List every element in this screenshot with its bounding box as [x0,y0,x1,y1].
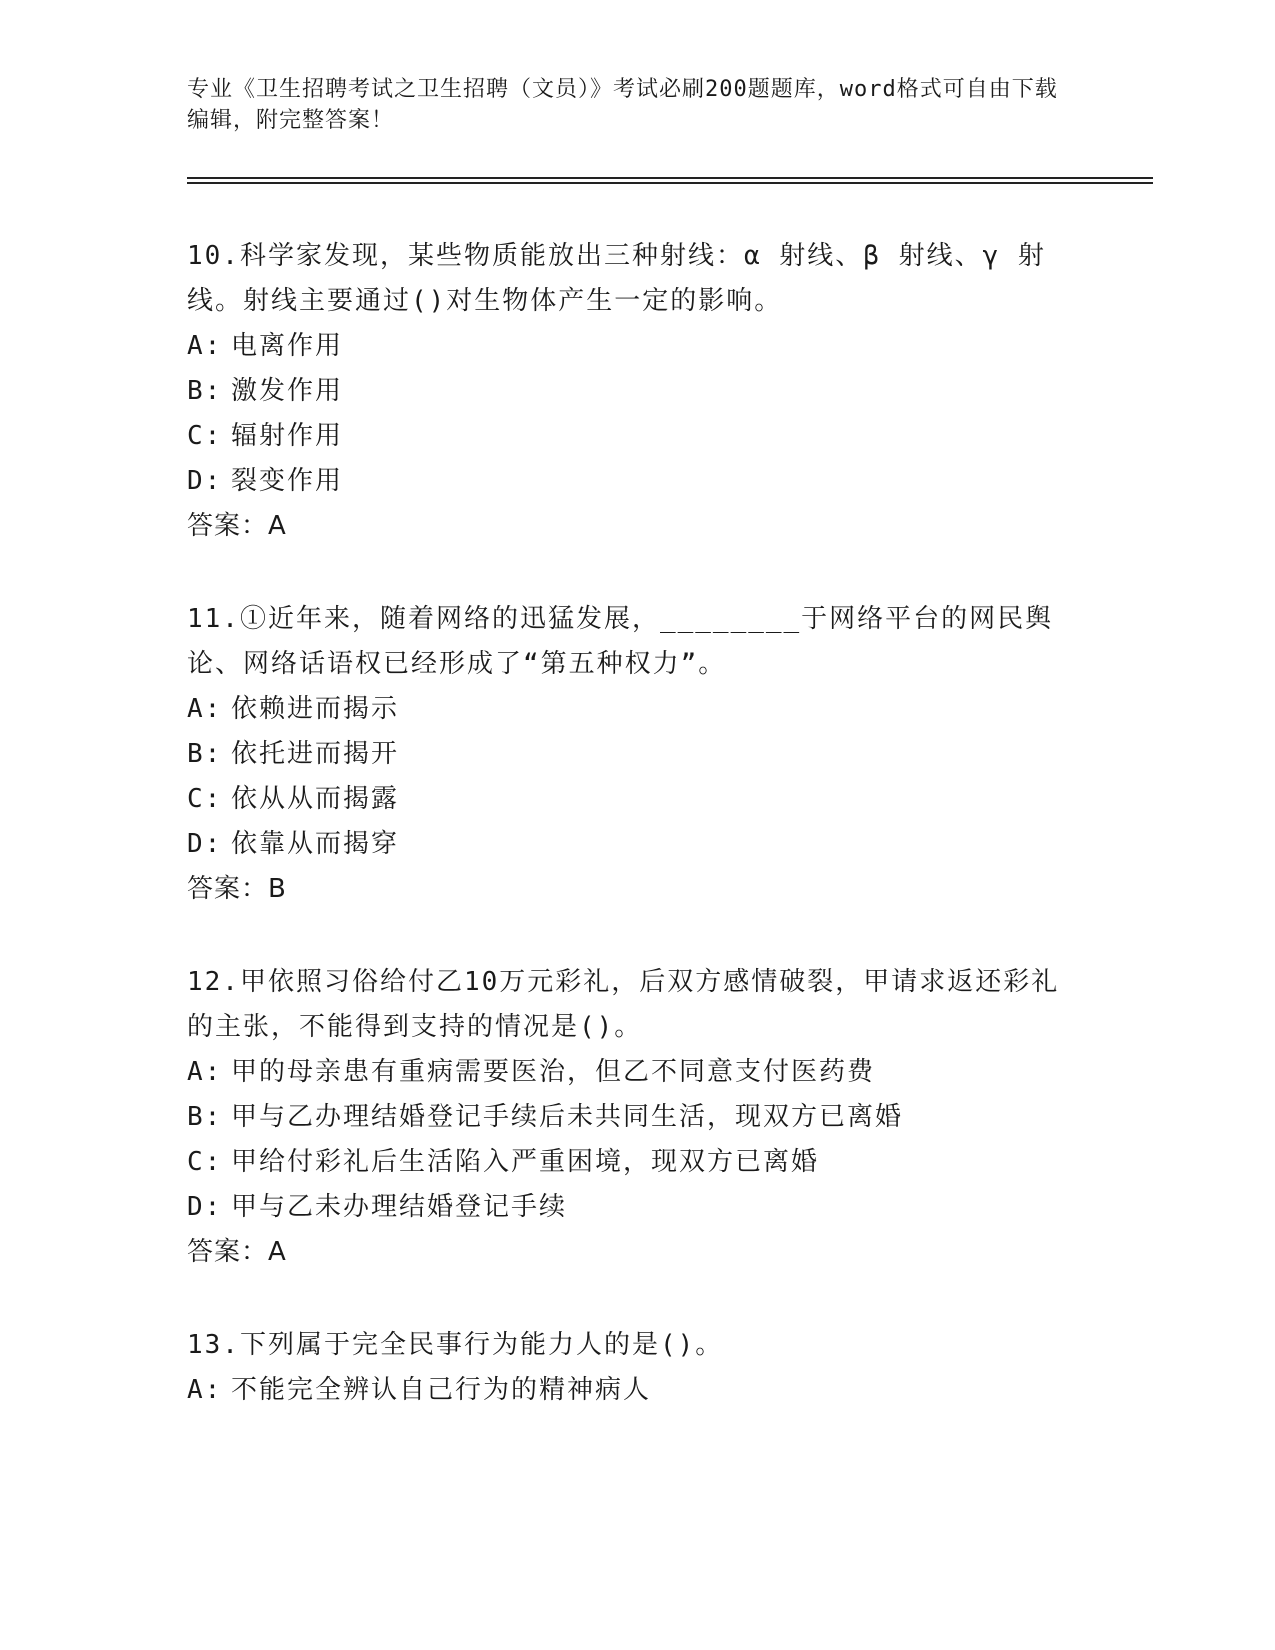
question-stem: 12.甲依照习俗给付乙10万元彩礼，后双方感情破裂，甲请求返还彩礼的主张，不能得到支持的情况是()。 [187,967,1060,1042]
question-12 [187,960,1077,1275]
option-text: 激发作用 [231,376,344,406]
answer-line: 答案：B [187,874,287,904]
option-letter: B: [187,1102,223,1132]
option-c [187,1140,1077,1185]
option-text: 不能完全辨认自己行为的精神病人 [231,1375,652,1405]
option-letter: C: [187,421,223,451]
answer-line: 答案：A [187,511,287,541]
option-text: 依从从而揭露 [231,784,400,814]
option-letter: A: [187,1375,223,1405]
question-10 [187,234,1077,549]
option-text: 甲的母亲患有重病需要医治，但乙不同意支付医药费 [231,1057,876,1087]
option-b [187,1095,1077,1140]
question-stem: 10.科学家发现，某些物质能放出三种射线：α 射线、β 射线、γ 射线。射线主要通过()对生物体产生一定的影响。 [187,241,1046,316]
option-letter: A: [187,1057,223,1087]
option-text: 甲与乙未办理结婚登记手续 [231,1192,568,1222]
header-divider-top [187,177,1153,179]
option-c [187,777,1077,822]
option-text: 辐射作用 [231,421,344,451]
document-header: 专业《卫生招聘考试之卫生招聘（文员）》考试必刷200题题库，word格式可自由下载编辑，附完整答案！ [187,77,1058,133]
option-d [187,1185,1077,1230]
option-a [187,687,1077,732]
option-c [187,414,1077,459]
option-letter: A: [187,694,223,724]
option-letter: D: [187,1192,223,1222]
option-letter: C: [187,1147,223,1177]
question-11 [187,597,1077,912]
option-letter: C: [187,784,223,814]
option-text: 依靠从而揭穿 [231,829,400,859]
option-letter: A: [187,331,223,361]
option-text: 依托进而揭开 [231,739,400,769]
question-13 [187,1323,1077,1413]
option-letter: B: [187,376,223,406]
option-text: 依赖进而揭示 [231,694,400,724]
option-text: 电离作用 [231,331,344,361]
option-letter: D: [187,829,223,859]
option-text: 裂变作用 [231,466,344,496]
header-divider-bottom [187,182,1153,184]
option-letter: D: [187,466,223,496]
question-stem: 13.下列属于完全民事行为能力人的是()。 [187,1330,724,1360]
option-letter: B: [187,739,223,769]
option-a [187,324,1077,369]
option-a [187,1368,1077,1413]
question-stem: 11.①近年来，随着网络的迅猛发展，________于网络平台的网民舆论、网络话语权已经形成了“第五种权力”。 [187,604,1054,679]
option-a [187,1050,1077,1095]
option-d [187,822,1077,867]
option-d [187,459,1077,504]
answer-line: 答案：A [187,1237,287,1267]
option-b [187,732,1077,777]
option-b [187,369,1077,414]
option-text: 甲与乙办理结婚登记手续后未共同生活，现双方已离婚 [231,1102,904,1132]
option-text: 甲给付彩礼后生活陷入严重困境，现双方已离婚 [231,1147,820,1177]
